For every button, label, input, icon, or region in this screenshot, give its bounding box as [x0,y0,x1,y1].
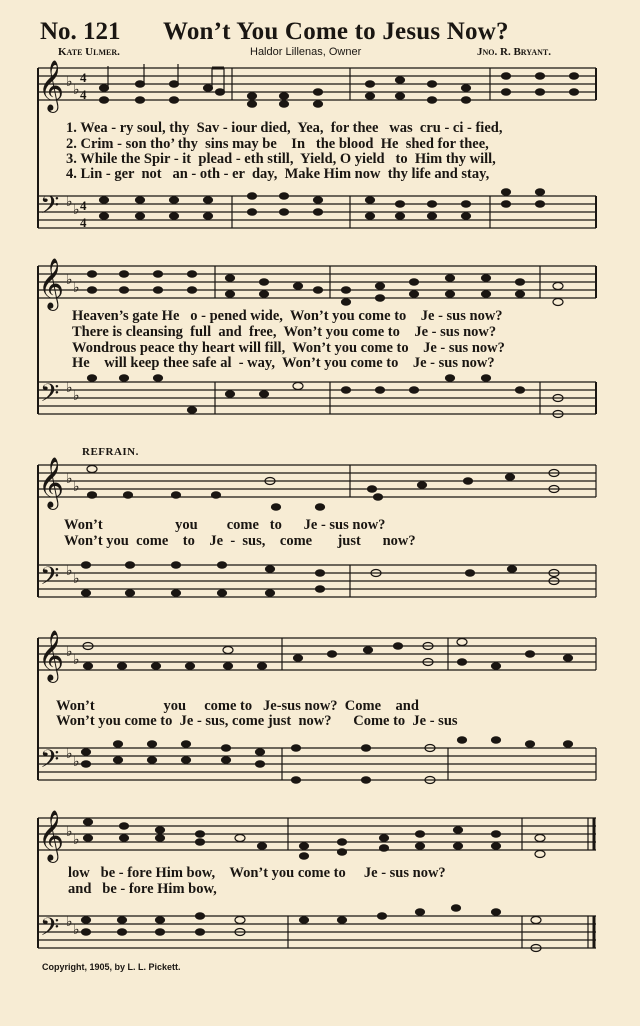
svg-text:♭: ♭ [66,471,73,487]
svg-text:4: 4 [80,87,87,102]
svg-text:𝄢: 𝄢 [40,380,60,413]
svg-text:♭: ♭ [66,563,73,579]
svg-text:4: 4 [80,215,87,230]
svg-text:𝄞: 𝄞 [38,61,65,110]
svg-text:♭: ♭ [66,746,73,762]
owner-credit: Haldor Lillenas, Owner [250,46,362,58]
svg-text:𝄞: 𝄞 [38,458,65,507]
svg-text:♭: ♭ [66,74,73,90]
svg-text:♭: ♭ [66,914,73,930]
refrain-line-5: low be - fore Him bow, Won’t you come to Je - sus now? [68,865,446,881]
refrain-line-3: Won’t you come to Je-sus now? Come and [56,698,419,714]
copyright-notice: Copyright, 1905, by L. L. Pickett. [42,962,181,972]
verse-line-3: 3. While the Spir - it plead - eth still, Yield, O yield to Him thy will, [66,151,496,167]
hymn-header [0,0,640,60]
hymn-number: No. 121 [40,18,121,45]
svg-text:𝄢: 𝄢 [40,563,60,596]
refrain-line-1: Won’t you come to Je - sus now? [64,517,386,533]
svg-text:♭: ♭ [73,82,80,98]
svg-text:♭: ♭ [73,754,80,770]
verse-line-4b: He will keep thee safe al - way, Won’t you come to Je - sus now? [72,355,495,371]
refrain-line-2: Won’t you come to Je - sus, come just now? [64,533,416,549]
svg-text:♭: ♭ [73,922,80,938]
verse-line-2: 2. Crim - son tho’ thy sins may be In the blood He shed for thee, [66,136,489,152]
svg-text:♭: ♭ [73,571,80,587]
verse-line-2b: There is cleansing full and free, Won’t you come to Je - sus now? [72,324,497,340]
svg-text:♭: ♭ [73,479,80,495]
verse-line-4: 4. Lin - ger not an - oth - er day, Make Him now thy life and stay, [66,166,490,182]
svg-text:♭: ♭ [73,202,80,218]
svg-text:𝄢: 𝄢 [40,192,60,225]
svg-text:♭: ♭ [66,380,73,396]
verse-line-1b: Heaven’s gate He o - pened wide, Won’t you come to Je - sus now? [72,308,503,324]
svg-text:♭: ♭ [73,388,80,404]
svg-text:𝄞: 𝄞 [38,811,65,860]
svg-text:♭: ♭ [73,652,80,668]
svg-text:♭: ♭ [66,644,73,660]
verse-line-3b: Wondrous peace thy heart will fill, Won’t you come to Je - sus now? [72,340,505,356]
svg-text:♭: ♭ [66,824,73,840]
refrain-label: REFRAIN. [82,446,139,458]
svg-text:4: 4 [80,70,87,85]
svg-text:♭: ♭ [73,280,80,296]
svg-text:𝄢: 𝄢 [40,914,60,947]
svg-text:𝄞: 𝄞 [38,259,65,308]
svg-text:♭: ♭ [66,272,73,288]
svg-text:♭: ♭ [73,832,80,848]
svg-text:4: 4 [80,198,87,213]
lyricist-credit: Kate Ulmer. [58,46,120,58]
svg-text:𝄢: 𝄢 [40,746,60,779]
svg-text:♭: ♭ [66,194,73,210]
svg-text:𝄞: 𝄞 [38,631,65,680]
composer-credit: Jno. R. Bryant. [477,46,551,58]
refrain-line-6: and be - fore Him bow, [68,881,217,897]
verse-line-1: 1. Wea - ry soul, thy Sav - iour died, Yea, for thee was cru - ci - fied, [66,120,503,136]
hymn-title: Won’t You Come to Jesus Now? [163,18,509,45]
refrain-line-4: Won’t you come to Je - sus, come just now? Come to Je - sus [56,713,458,729]
